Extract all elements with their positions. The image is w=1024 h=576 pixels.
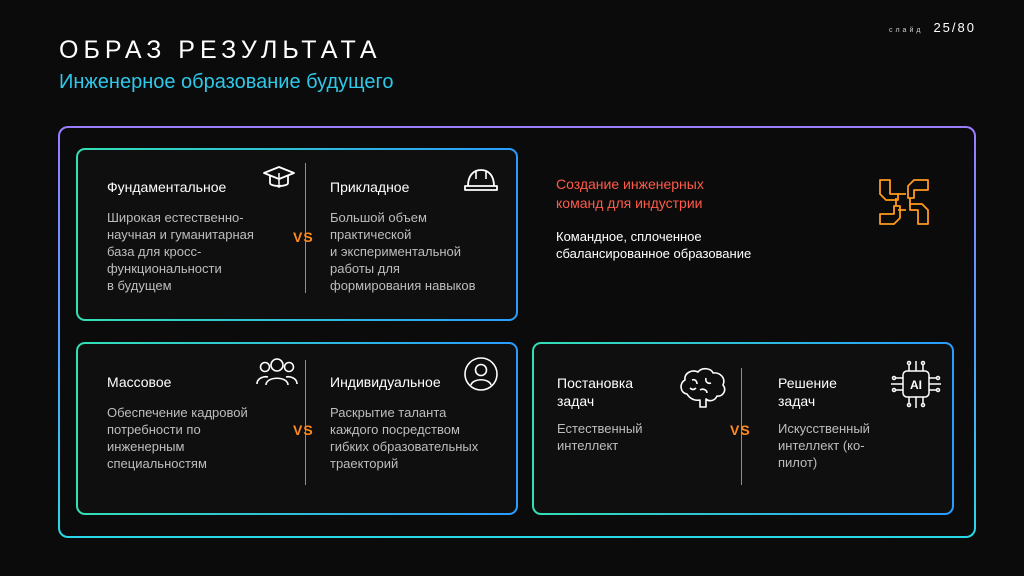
brain-icon [678,366,728,408]
ai-chip-label: AI [910,378,922,392]
team-text: Командное, сплоченное сбалансированное образование [556,229,752,261]
divider-line [305,163,306,293]
individual-title: Индивидуальное [330,374,441,390]
slide-number: 25/80 [933,20,976,35]
fundamental-title: Фундаментальное [107,179,227,195]
natural-intellect-text: Естественный интеллект [557,421,643,453]
vs-label: VS [730,422,751,438]
applied-title: Прикладное [330,179,410,195]
person-icon [463,356,499,392]
team-title: Создание инженерных команд для индустрии [556,176,704,211]
slide-label: слайд [888,27,924,34]
task-setting-title: Постановка задач [557,375,634,409]
individual-text: Раскрытие таланта каждого посредством гибких образовательных траекторий [330,405,479,471]
artificial-intellect-text: Искусственный интеллект (ко- пилот) [778,421,870,470]
vs-label: VS [293,422,314,438]
page-subtitle: Инженерное образование будущего [59,71,394,93]
hard-hat-icon [463,164,499,194]
slide-counter [889,20,976,35]
mass-text: Обеспечение кадровой потребности по инженерным специальностям [107,405,248,471]
mass-title: Массовое [107,374,172,390]
graduation-cap-icon [261,165,297,193]
fundamental-text: Широкая естественно- научная и гуманитарная база для кросс- функциональности в будущем [107,210,254,293]
page-title: ОБРАЗ РЕЗУЛЬТАТА [59,36,382,64]
task-solving-title: Решение задач [778,375,837,409]
group-icon [256,355,298,389]
ai-chip-icon [888,358,944,412]
team-hands-icon [876,174,932,230]
applied-text: Большой объем практической и экспериментальной работы для формирования навыков [330,210,476,293]
vs-label: VS [293,229,314,245]
